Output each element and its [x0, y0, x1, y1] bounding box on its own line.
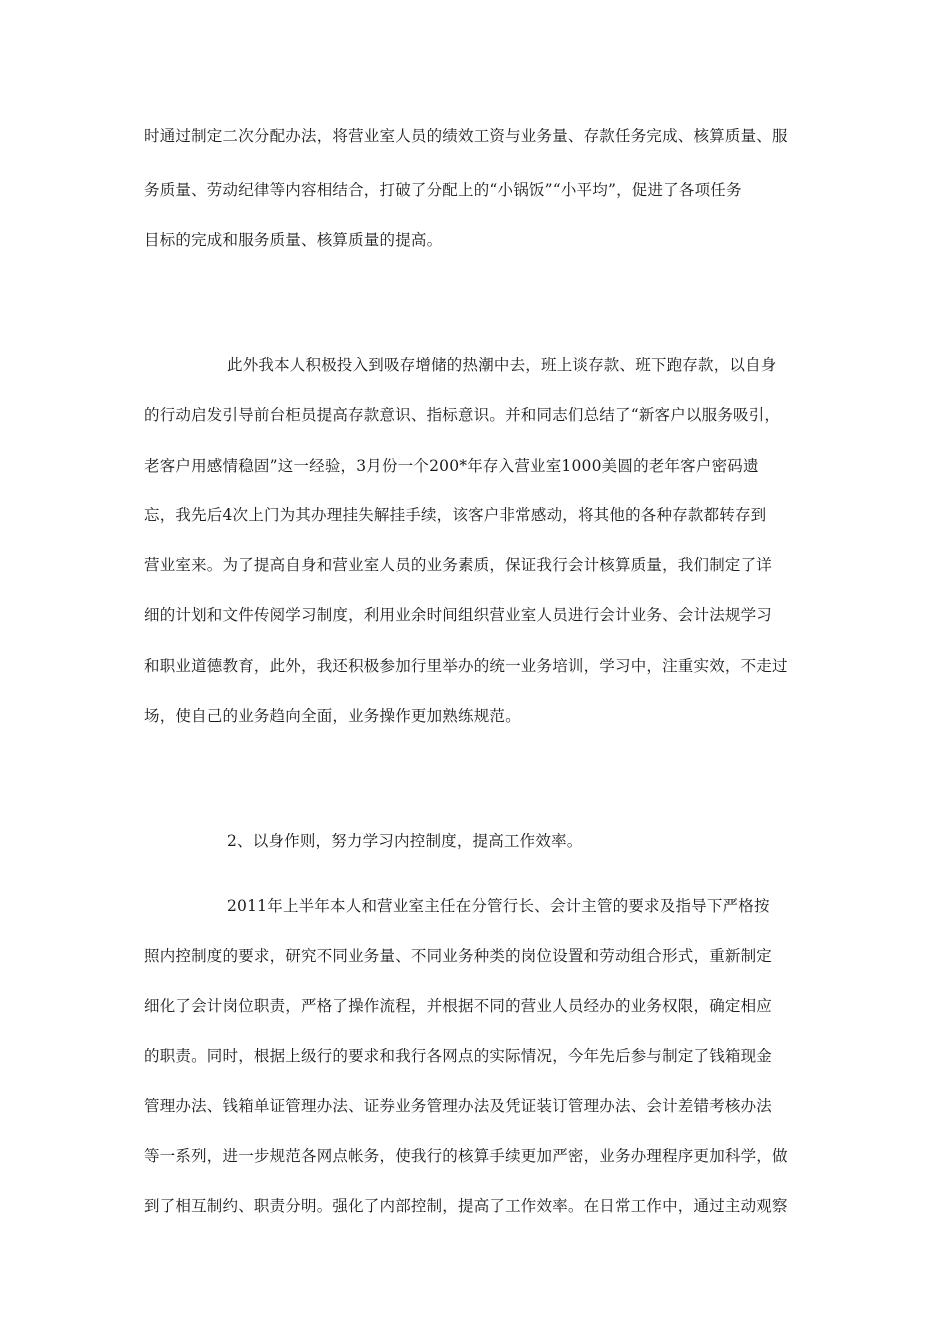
paragraph-2-line-5: 营业室来。为了提高自身和营业室人员的业务素质，保证我行会计核算质量，我们制定了详 [144, 556, 773, 574]
paragraph-2-line-8: 场，使自己的业务趋向全面，业务操作更加熟练规范。 [144, 707, 521, 725]
paragraph-2-line-6: 细的计划和文件传阅学习制度，利用业余时间组织营业室人员进行会计业务、会计法规学习 [144, 606, 773, 624]
paragraph-1-line-2: 务质量、劳动纪律等内容相结合，打破了分配上的“小锅饭”“小平均”，促进了各项任务 [144, 181, 742, 199]
section-heading-2: 2、以身作则，努力学习内控制度，提高工作效率。 [227, 832, 583, 850]
paragraph-2-line-1: 此外我本人积极投入到吸存增储的热潮中去，班上谈存款、班下跑存款，以自身 [227, 356, 777, 374]
paragraph-2-line-2: 的行动启发引导前台柜员提高存款意识、指标意识。并和同志们总结了“新客户以服务吸引， [144, 406, 781, 424]
paragraph-3-line-7: 到了相互制约、职责分明。强化了内部控制，提高了工作效率。在日常工作中，通过主动观察 [144, 1197, 788, 1215]
paragraph-3-line-4: 的职责。同时，根据上级行的要求和我行各网点的实际情况，今年先后参与制定了钱箱现金 [144, 1047, 773, 1065]
paragraph-3-line-3: 细化了会计岗位职责，严格了操作流程，并根据不同的营业人员经办的业务权限，确定相应 [144, 997, 773, 1015]
paragraph-1-line-1: 时通过制定二次分配办法，将营业室人员的绩效工资与业务量、存款任务完成、核算质量、服 [144, 127, 788, 145]
paragraph-3-line-5: 管理办法、钱箱单证管理办法、证券业务管理办法及凭证装订管理办法、会计差错考核办法 [144, 1097, 773, 1115]
paragraph-2-line-4: 忘，我先后4次上门为其办理挂失解挂手续，该客户非常感动，将其他的各种存款都转存到 [144, 506, 767, 524]
paragraph-1-line-3: 目标的完成和服务质量、核算质量的提高。 [144, 231, 443, 249]
paragraph-2-line-3: 老客户用感情稳固”这一经验，3月份一个200*年存入营业室1000美圆的老年客户密码遗 [144, 457, 759, 475]
paragraph-3-line-6: 等一系列，进一步规范各网点帐务，使我行的核算手续更加严密，业务办理程序更加科学，做 [144, 1147, 788, 1165]
paragraph-3-line-1: 2011年上半年本人和营业室主任在分管行长、会计主管的要求及指导下严格按 [227, 897, 770, 915]
paragraph-3-line-2: 照内控制度的要求，研究不同业务量、不同业务种类的岗位设置和劳动组合形式，重新制定 [144, 947, 773, 965]
paragraph-2-line-7: 和职业道德教育，此外，我还积极参加行里举办的统一业务培训，学习中，注重实效，不走过 [144, 657, 788, 675]
